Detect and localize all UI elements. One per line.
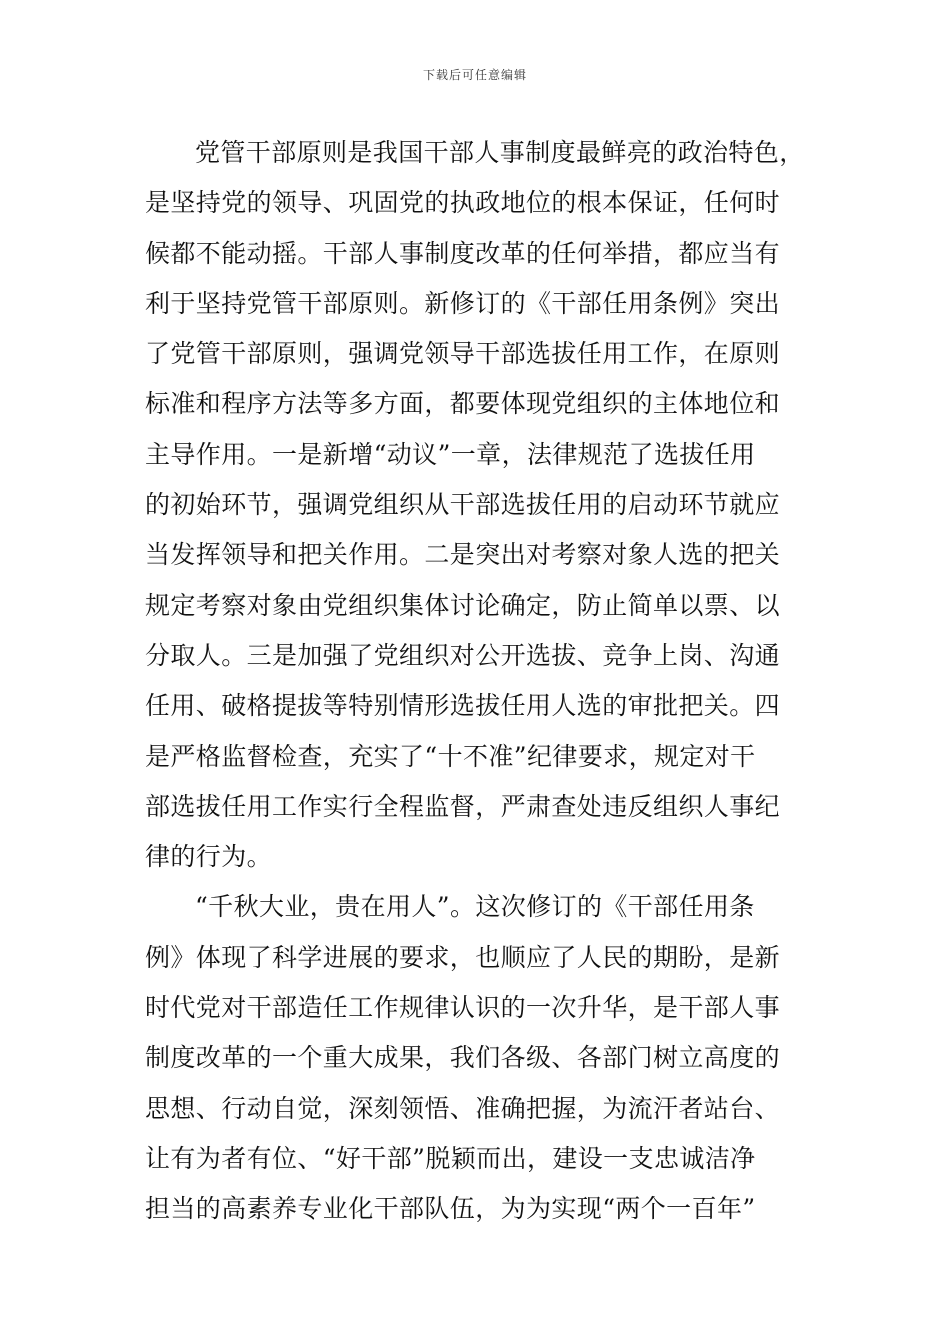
paragraph-line: 利于坚持党管干部原则。新修订的《干部任用条例》突出 [145, 288, 781, 318]
paragraph-line: 制度改革的一个重大成果，我们各级、各部门树立高度的 [145, 1043, 781, 1073]
paragraph-line: 任用、破格提拔等特别情形选拔任用人选的审批把关。四 [145, 691, 781, 721]
paragraph-line: 标准和程序方法等多方面，都要体现党组织的主体地位和 [145, 389, 781, 419]
paragraph-line: 分取人。三是加强了党组织对公开选拔、竞争上岗、沟通 [145, 640, 781, 670]
paragraph-line: 了党管干部原则，强调党领导干部选拔任用工作，在原则 [145, 339, 781, 369]
paragraph-line: 候都不能动摇。干部人事制度改革的任何举措，都应当有 [145, 238, 781, 268]
paragraph-line: 时代党对干部造任工作规律认识的一次升华，是干部人事 [145, 993, 781, 1023]
paragraph-line: 党管干部原则是我国干部人事制度最鲜亮的政治特色， [195, 138, 805, 167]
paragraph-line: 思想、行动自觉，深刻领悟、准确把握，为流汗者站台、 [145, 1093, 781, 1123]
paragraph-line: 是坚持党的领导、巩固党的执政地位的根本保证，任何时 [145, 188, 781, 218]
paragraph-line: 律的行为。 [145, 842, 273, 872]
paragraph-line: 让有为者有位、“好干部”脱颖而出，建设一支忠诚洁净 [145, 1143, 756, 1173]
paragraph-line: “千秋大业，贵在用人”。这次修订的《干部任用条 [195, 892, 755, 922]
paragraph-line: 规定考察对象由党组织集体讨论确定，防止简单以票、以 [145, 590, 781, 620]
paragraph-line: 是严格监督检查，充实了“十不准”纪律要求，规定对干 [145, 741, 756, 771]
paragraph-line: 的初始环节，强调党组织从干部选拔任用的启动环节就应 [145, 490, 781, 520]
page-header: 下载后可任意编辑 [422, 68, 527, 82]
paragraph-line: 例》体现了科学进展的要求，也顺应了人民的期盼，是新 [145, 942, 781, 972]
paragraph-line: 担当的高素养专业化干部队伍，为为实现“两个一百年” [145, 1194, 756, 1224]
paragraph-line: 主导作用。一是新增“动议”一章，法律规范了选拔任用 [145, 439, 756, 469]
paragraph-line: 部选拔任用工作实行全程监督，严肃查处违反组织人事纪 [145, 791, 781, 821]
paragraph-line: 当发挥领导和把关作用。二是突出对考察对象人选的把关 [145, 540, 781, 570]
body-text [145, 128, 810, 1235]
